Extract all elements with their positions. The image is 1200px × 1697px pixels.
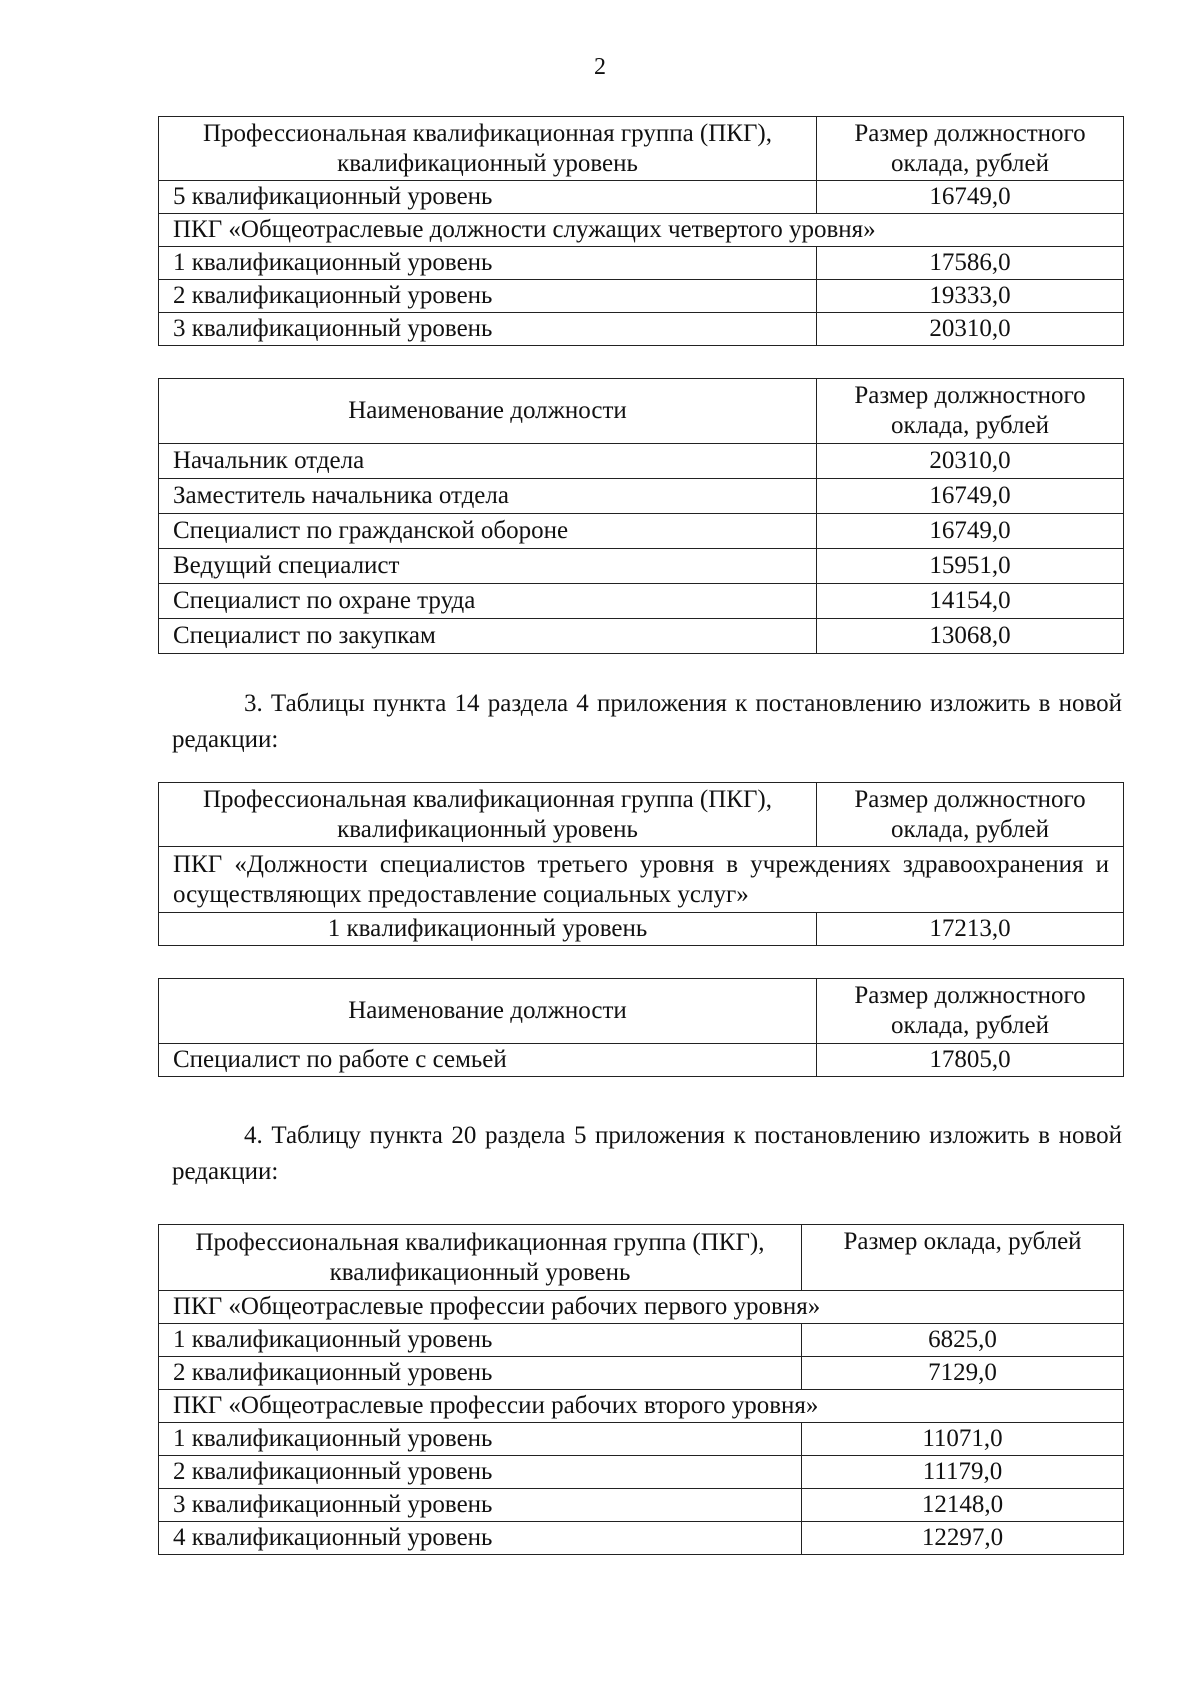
table-row xyxy=(159,619,1124,654)
level-label: 3 квалификационный уровень xyxy=(159,1489,802,1522)
header-position-cell: Наименование должности xyxy=(159,379,817,444)
group-label: ПКГ «Общеотраслевые профессии рабочих второго уровня» xyxy=(159,1390,1124,1423)
header-salary-cell: Размер должностного оклада, рублей xyxy=(817,783,1124,847)
header-salary-cell: Размер должностного оклада, рублей xyxy=(817,379,1124,444)
table-row xyxy=(159,280,1124,313)
group-label: ПКГ «Должности специалистов третьего уровня в учреждениях здравоохранения и осуществляющих предоставление социальных услуг» xyxy=(159,847,1124,913)
table-row xyxy=(159,479,1124,514)
page-number: 2 xyxy=(594,54,606,80)
table-row xyxy=(159,913,1124,946)
level-label: 3 квалификационный уровень xyxy=(159,313,817,346)
salary-value: 7129,0 xyxy=(802,1357,1124,1390)
table-row xyxy=(159,1489,1124,1522)
level-label: 2 квалификационный уровень xyxy=(159,280,817,313)
header-group-cell: Профессиональная квалификационная группа (ПКГ), квалификационный уровень xyxy=(159,1225,802,1291)
table-positions-1 xyxy=(158,378,1124,654)
group-row xyxy=(159,214,1124,247)
position-label: Заместитель начальника отдела xyxy=(159,479,817,514)
table-row xyxy=(159,1522,1124,1555)
position-label: Специалист по гражданской обороне xyxy=(159,514,817,549)
level-label: 1 квалификационный уровень xyxy=(159,913,817,946)
table-header-row xyxy=(159,379,1124,444)
paragraph-3 xyxy=(172,686,1122,758)
salary-value: 19333,0 xyxy=(817,280,1124,313)
salary-value: 17586,0 xyxy=(817,247,1124,280)
table-row xyxy=(159,1423,1124,1456)
header-position-cell: Наименование должности xyxy=(159,979,817,1044)
group-row xyxy=(159,1291,1124,1324)
table-header-row xyxy=(159,979,1124,1044)
salary-value: 11071,0 xyxy=(802,1423,1124,1456)
table-row xyxy=(159,313,1124,346)
group-label: ПКГ «Общеотраслевые профессии рабочих первого уровня» xyxy=(159,1291,1124,1324)
salary-value: 16749,0 xyxy=(817,479,1124,514)
paragraph-4 xyxy=(172,1118,1122,1190)
table-row xyxy=(159,247,1124,280)
header-group-cell: Профессиональная квалификационная группа (ПКГ), квалификационный уровень xyxy=(159,783,817,847)
header-salary-cell: Размер должностного оклада, рублей xyxy=(817,117,1124,181)
table-row xyxy=(159,1324,1124,1357)
level-label: 1 квалификационный уровень xyxy=(159,1324,802,1357)
salary-value: 20310,0 xyxy=(817,444,1124,479)
salary-value: 12148,0 xyxy=(802,1489,1124,1522)
table-pkg-workers xyxy=(158,1224,1124,1555)
table-row xyxy=(159,1456,1124,1489)
salary-value: 14154,0 xyxy=(817,584,1124,619)
table-pkg-specialists xyxy=(158,782,1124,946)
level-label: 5 квалификационный уровень xyxy=(159,181,817,214)
salary-value: 11179,0 xyxy=(802,1456,1124,1489)
position-label: Ведущий специалист xyxy=(159,549,817,584)
header-group-cell: Профессиональная квалификационная группа (ПКГ), квалификационный уровень xyxy=(159,117,817,181)
position-label: Начальник отдела xyxy=(159,444,817,479)
level-label: 2 квалификационный уровень xyxy=(159,1456,802,1489)
group-label: ПКГ «Общеотраслевые должности служащих четвертого уровня» xyxy=(159,214,1124,247)
salary-value: 16749,0 xyxy=(817,181,1124,214)
table-row xyxy=(159,1044,1124,1077)
table-row xyxy=(159,444,1124,479)
paragraph-4-text: 4. Таблицу пункта 20 раздела 5 приложения к постановлению изложить в новой редакции: xyxy=(172,1122,1122,1185)
salary-value: 16749,0 xyxy=(817,514,1124,549)
group-row xyxy=(159,1390,1124,1423)
salary-value: 13068,0 xyxy=(817,619,1124,654)
table-positions-2 xyxy=(158,978,1124,1077)
salary-value: 12297,0 xyxy=(802,1522,1124,1555)
table-row xyxy=(159,549,1124,584)
table-row xyxy=(159,181,1124,214)
level-label: 1 квалификационный уровень xyxy=(159,1423,802,1456)
salary-value: 17805,0 xyxy=(817,1044,1124,1077)
salary-value: 17213,0 xyxy=(817,913,1124,946)
position-label: Специалист по охране труда xyxy=(159,584,817,619)
paragraph-3-text: 3. Таблицы пункта 14 раздела 4 приложения к постановлению изложить в новой редакции: xyxy=(172,690,1122,753)
table-row xyxy=(159,1357,1124,1390)
level-label: 2 квалификационный уровень xyxy=(159,1357,802,1390)
level-label: 1 квалификационный уровень xyxy=(159,247,817,280)
position-label: Специалист по закупкам xyxy=(159,619,817,654)
table-header-row xyxy=(159,1225,1124,1291)
table-pkg-office-staff xyxy=(158,116,1124,346)
position-label: Специалист по работе с семьей xyxy=(159,1044,817,1077)
salary-value: 20310,0 xyxy=(817,313,1124,346)
group-row xyxy=(159,847,1124,913)
salary-value: 15951,0 xyxy=(817,549,1124,584)
level-label: 4 квалификационный уровень xyxy=(159,1522,802,1555)
header-salary-cell: Размер должностного оклада, рублей xyxy=(817,979,1124,1044)
salary-value: 6825,0 xyxy=(802,1324,1124,1357)
table-header-row xyxy=(159,783,1124,847)
table-row xyxy=(159,584,1124,619)
table-header-row xyxy=(159,117,1124,181)
header-salary-cell: Размер оклада, рублей xyxy=(802,1225,1124,1291)
table-row xyxy=(159,514,1124,549)
